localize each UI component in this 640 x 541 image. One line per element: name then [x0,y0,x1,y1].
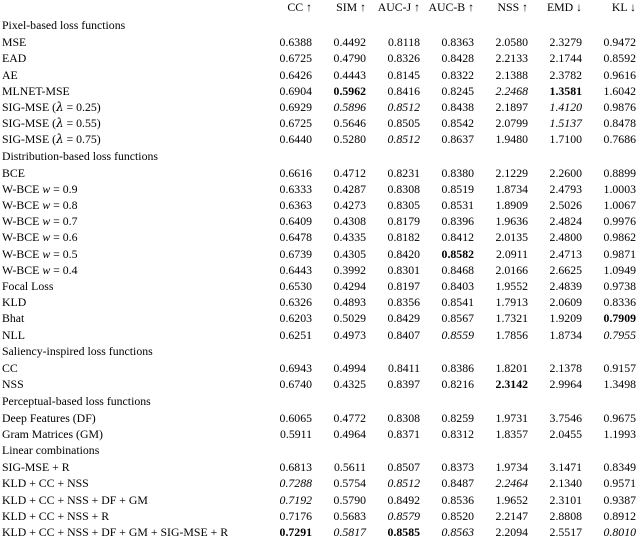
cell-aucj: 0.8416 [387,83,420,98]
table-row [0,361,640,377]
cell-aucj: 0.8512 [387,99,420,114]
cell-aucb: 0.8563 [441,524,474,539]
column-header-aucb: AUC-B ↑ [428,0,474,14]
cell-kl: 0.9571 [603,476,636,491]
cell-emd: 2.4839 [549,278,582,293]
cell-emd: 3.7546 [549,410,582,425]
cell-aucb: 0.8396 [441,214,474,229]
cell-nss: 2.0911 [495,246,528,261]
cell-cc: 0.7192 [279,492,312,507]
cell-nss: 1.8357 [495,426,528,441]
cell-kl: 0.9976 [603,214,636,229]
cell-kl: 0.9876 [603,99,636,114]
table-row [0,116,640,132]
cell-nss: 2.3142 [495,377,528,392]
cell-aucj: 0.8118 [387,35,420,50]
cell-cc: 0.6251 [279,327,312,342]
cell-sim: 0.4790 [333,51,366,66]
column-header-label [0,0,262,18]
section-title: Perceptual-based loss functions [2,393,151,408]
table-header [0,0,640,18]
section-title: Distribution-based loss functions [2,148,158,163]
table-row [0,460,640,476]
cell-aucb: 0.8259 [441,410,474,425]
cell-emd: 1.5137 [549,116,582,131]
row-label: KLD [2,295,27,310]
cell-cc: 0.6904 [279,83,312,98]
cell-sim: 0.4994 [333,360,366,375]
math-variable: w [42,198,51,213]
cell-kl: 1.1993 [603,426,636,441]
row-label: Deep Features (DF) [2,410,96,425]
cell-cc: 0.7176 [279,508,312,523]
row-label: CC [2,360,18,375]
table-row [0,132,640,148]
table-row [0,35,640,51]
row-label: SIG-MSE + R [2,460,70,475]
cell-nss: 2.2464 [495,476,528,491]
cell-aucb: 0.8312 [441,426,474,441]
cell-aucb: 0.8322 [441,67,474,82]
cell-aucj: 0.8145 [387,67,420,82]
cell-aucb: 0.8216 [441,377,474,392]
math-variable: w [42,262,51,277]
cell-nss: 1.9480 [495,132,528,147]
cell-sim: 0.4325 [333,377,366,392]
cell-kl: 0.9738 [603,278,636,293]
row-label: Bhat [2,311,25,326]
cell-emd: 2.1378 [549,360,582,375]
cell-kl: 0.9675 [603,410,636,425]
row-label: MSE [2,35,27,50]
cell-aucj: 0.8585 [387,524,420,539]
cell-sim: 0.5817 [333,524,366,539]
row-label: KLD + CC + NSS + DF + GM [2,492,148,507]
cell-aucj: 0.8182 [387,230,420,245]
cell-kl: 0.9871 [603,246,636,261]
cell-aucb: 0.8559 [441,327,474,342]
table-body [0,18,640,541]
cell-sim: 0.3992 [333,262,366,277]
cell-cc: 0.6065 [279,410,312,425]
cell-aucb: 0.8245 [441,83,474,98]
table-row [0,51,640,67]
cell-cc: 0.6409 [279,214,312,229]
cell-aucb: 0.8582 [441,246,474,261]
lambda-symbol: λ [56,99,64,114]
cell-sim: 0.4772 [333,410,366,425]
cell-aucj: 0.8326 [387,51,420,66]
cell-cc: 0.6326 [279,295,312,310]
cell-sim: 0.4712 [333,165,366,180]
cell-nss: 1.9652 [495,492,528,507]
row-label: W-BCE w = 0.8 [2,198,78,213]
cell-aucj: 0.8420 [387,246,420,261]
cell-sim: 0.4964 [333,426,366,441]
cell-sim: 0.4287 [333,181,366,196]
cell-nss: 1.9552 [495,278,528,293]
cell-sim: 0.4335 [333,230,366,245]
cell-aucj: 0.8397 [387,377,420,392]
cell-aucb: 0.8520 [441,508,474,523]
cell-kl: 1.0003 [603,181,636,196]
row-label: W-BCE w = 0.6 [2,230,78,245]
cell-kl: 0.7686 [603,132,636,147]
column-header-aucj: AUC-J ↑ [377,0,420,14]
cell-emd: 1.9209 [549,311,582,326]
cell-kl: 0.9616 [603,67,636,82]
cell-kl: 0.8336 [603,295,636,310]
table-row [0,509,640,525]
cell-kl: 1.3498 [603,377,636,392]
cell-emd: 2.5026 [549,198,582,213]
section-title: Pixel-based loss functions [2,18,126,33]
table-row [0,182,640,198]
table-row [0,525,640,541]
cell-aucb: 0.8412 [441,230,474,245]
cell-emd: 2.1340 [549,476,582,491]
cell-aucj: 0.8512 [387,476,420,491]
cell-aucj: 0.8308 [387,410,420,425]
cell-aucb: 0.8567 [441,311,474,326]
cell-aucb: 0.8380 [441,165,474,180]
cell-aucj: 0.8179 [387,214,420,229]
cell-sim: 0.5754 [333,476,366,491]
row-label: MLNET-MSE [2,83,70,98]
cell-aucj: 0.8429 [387,311,420,326]
cell-kl: 0.7955 [603,327,636,342]
cell-kl: 1.0067 [603,198,636,213]
table-row [0,377,640,393]
row-label: W-BCE w = 0.5 [2,246,78,261]
table-row [0,198,640,214]
cell-emd: 2.6625 [549,262,582,277]
cell-kl: 0.8010 [603,524,636,539]
cell-nss: 2.0166 [495,262,528,277]
section-header-row [0,443,640,460]
lambda-symbol: λ [56,116,64,131]
cell-cc: 0.6616 [279,165,312,180]
section-header-row [0,148,640,165]
row-label: W-BCE w = 0.4 [2,262,78,277]
cell-nss: 1.7321 [495,311,528,326]
cell-emd: 2.3782 [549,67,582,82]
math-variable: w [42,230,51,245]
cell-aucb: 0.8428 [441,51,474,66]
table-row [0,67,640,83]
cell-emd: 2.8808 [549,508,582,523]
cell-cc: 0.6739 [279,246,312,261]
cell-aucj: 0.8231 [387,165,420,180]
table-row [0,476,640,492]
cell-kl: 0.9472 [603,35,636,50]
cell-sim: 0.4308 [333,214,366,229]
cell-aucj: 0.8356 [387,295,420,310]
column-header-sim: SIM ↑ [336,0,366,14]
cell-nss: 1.9636 [495,214,528,229]
cell-emd: 2.4824 [549,214,582,229]
cell-aucb: 0.8373 [441,460,474,475]
table-row [0,263,640,279]
row-label: KLD + CC + NSS + DF + GM + SIG-MSE + R [2,524,229,539]
cell-nss: 2.1229 [495,165,528,180]
cell-aucj: 0.8579 [387,508,420,523]
cell-emd: 2.3279 [549,35,582,50]
cell-emd: 2.4793 [549,181,582,196]
table-row [0,166,640,182]
cell-nss: 1.8734 [495,181,528,196]
cell-cc: 0.6530 [279,278,312,293]
cell-aucj: 0.8197 [387,278,420,293]
cell-nss: 2.0580 [495,35,528,50]
section-header-row [0,343,640,360]
cell-cc: 0.6740 [279,377,312,392]
cell-cc: 0.6388 [279,35,312,50]
cell-sim: 0.4294 [333,278,366,293]
cell-emd: 2.4713 [549,246,582,261]
cell-aucj: 0.8411 [387,360,420,375]
cell-cc: 0.6363 [279,198,312,213]
cell-sim: 0.5646 [333,116,366,131]
cell-cc: 0.6943 [279,360,312,375]
cell-sim: 0.4973 [333,327,366,342]
row-label: KLD + CC + NSS [2,476,89,491]
table-row [0,492,640,508]
cell-kl: 0.9862 [603,230,636,245]
cell-nss: 1.8909 [495,198,528,213]
cell-nss: 1.7913 [495,295,528,310]
table-row [0,230,640,246]
cell-sim: 0.5611 [333,460,366,475]
math-variable: w [42,246,51,261]
cell-cc: 0.6725 [279,116,312,131]
column-header-emd: EMD ↓ [546,0,582,14]
cell-cc: 0.7291 [279,524,312,539]
cell-nss: 2.0799 [495,116,528,131]
cell-nss: 2.1897 [495,99,528,114]
cell-aucj: 0.8305 [387,198,420,213]
cell-aucb: 0.8541 [441,295,474,310]
section-header-row [0,393,640,410]
row-label: SIG-MSE (λ = 0.55) [2,116,101,131]
cell-kl: 0.8478 [603,116,636,131]
cell-aucb: 0.8637 [441,132,474,147]
cell-cc: 0.6929 [279,99,312,114]
cell-emd: 1.4120 [549,99,582,114]
cell-sim: 0.4273 [333,198,366,213]
column-header-nss: NSS ↑ [497,0,528,14]
row-label: SIG-MSE (λ = 0.75) [2,132,101,147]
cell-cc: 0.7288 [279,476,312,491]
cell-cc: 0.6203 [279,311,312,326]
cell-nss: 2.0135 [495,230,528,245]
cell-aucj: 0.8507 [387,460,420,475]
row-label: BCE [2,165,25,180]
cell-aucb: 0.8536 [441,492,474,507]
row-label: W-BCE w = 0.7 [2,214,78,229]
cell-emd: 2.0455 [549,426,582,441]
cell-aucj: 0.8505 [387,116,420,131]
cell-aucb: 0.8363 [441,35,474,50]
cell-emd: 3.1471 [549,460,582,475]
cell-aucb: 0.8438 [441,99,474,114]
cell-aucb: 0.8487 [441,476,474,491]
cell-nss: 1.7856 [495,327,528,342]
cell-emd: 2.2600 [549,165,582,180]
lambda-symbol: λ [56,132,64,147]
cell-kl: 0.7909 [603,311,636,326]
cell-aucb: 0.8403 [441,278,474,293]
cell-aucb: 0.8519 [441,181,474,196]
table-row [0,84,640,100]
table-row [0,327,640,343]
cell-aucj: 0.8512 [387,132,420,147]
cell-aucj: 0.8407 [387,327,420,342]
cell-sim: 0.5683 [333,508,366,523]
cell-aucj: 0.8301 [387,262,420,277]
cell-cc: 0.6426 [279,67,312,82]
cell-emd: 1.3581 [549,83,582,98]
column-header-row [0,0,640,18]
cell-kl: 1.6042 [603,83,636,98]
row-label: SIG-MSE (λ = 0.25) [2,99,101,114]
cell-emd: 1.8734 [549,327,582,342]
cell-kl: 0.8592 [603,51,636,66]
cell-sim: 0.5962 [333,83,366,98]
row-label: NLL [2,327,25,342]
cell-aucb: 0.8386 [441,360,474,375]
cell-nss: 2.2133 [495,51,528,66]
section-title: Linear combinations [2,443,100,458]
cell-kl: 0.8899 [603,165,636,180]
cell-emd: 2.3101 [549,492,582,507]
cell-cc: 0.6443 [279,262,312,277]
cell-sim: 0.5029 [333,311,366,326]
cell-cc: 0.5911 [279,426,312,441]
column-header-cc: CC ↑ [287,0,312,14]
cell-sim: 0.4443 [333,67,366,82]
section-title: Saliency-inspired loss functions [2,343,153,358]
cell-kl: 0.9157 [603,360,636,375]
cell-aucj: 0.8308 [387,181,420,196]
row-label: KLD + CC + NSS + R [2,508,110,523]
cell-sim: 0.5896 [333,99,366,114]
cell-aucb: 0.8531 [441,198,474,213]
cell-cc: 0.6478 [279,230,312,245]
cell-sim: 0.4492 [333,35,366,50]
table-row [0,214,640,230]
row-label: AE [2,67,18,82]
cell-cc: 0.6333 [279,181,312,196]
table-row [0,410,640,426]
cell-kl: 0.9387 [603,492,636,507]
section-header-row [0,18,640,35]
math-variable: w [42,181,51,196]
cell-sim: 0.5280 [333,132,366,147]
cell-sim: 0.4305 [333,246,366,261]
row-label: NSS [2,377,24,392]
cell-emd: 1.7100 [549,132,582,147]
cell-emd: 2.0609 [549,295,582,310]
cell-cc: 0.6440 [279,132,312,147]
table-row [0,279,640,295]
table-row [0,100,640,116]
cell-emd: 2.9964 [549,377,582,392]
cell-nss: 1.9734 [495,460,528,475]
math-variable: w [42,214,51,229]
cell-kl: 0.8349 [603,460,636,475]
cell-cc: 0.6813 [279,460,312,475]
table-row [0,295,640,311]
row-label: W-BCE w = 0.9 [2,181,78,196]
cell-aucj: 0.8371 [387,426,420,441]
cell-sim: 0.5790 [333,492,366,507]
row-label: Focal Loss [2,278,54,293]
cell-emd: 2.5517 [549,524,582,539]
cell-aucj: 0.8492 [387,492,420,507]
cell-sim: 0.4893 [333,295,366,310]
cell-nss: 2.2147 [495,508,528,523]
cell-aucb: 0.8542 [441,116,474,131]
cell-cc: 0.6725 [279,51,312,66]
cell-nss: 1.9731 [495,410,528,425]
cell-aucb: 0.8468 [441,262,474,277]
cell-nss: 2.1388 [495,67,528,82]
cell-nss: 1.8201 [495,360,528,375]
table-row [0,311,640,327]
table-row [0,246,640,262]
cell-emd: 2.4800 [549,230,582,245]
row-label: Gram Matrices (GM) [2,426,103,441]
cell-kl: 0.8912 [603,508,636,523]
cell-nss: 2.2094 [495,524,528,539]
column-header-kl: KL ↓ [611,0,636,14]
cell-nss: 2.2468 [495,83,528,98]
cell-emd: 2.1744 [549,51,582,66]
cell-kl: 1.0949 [603,262,636,277]
table-row [0,427,640,443]
row-label: EAD [2,51,27,66]
